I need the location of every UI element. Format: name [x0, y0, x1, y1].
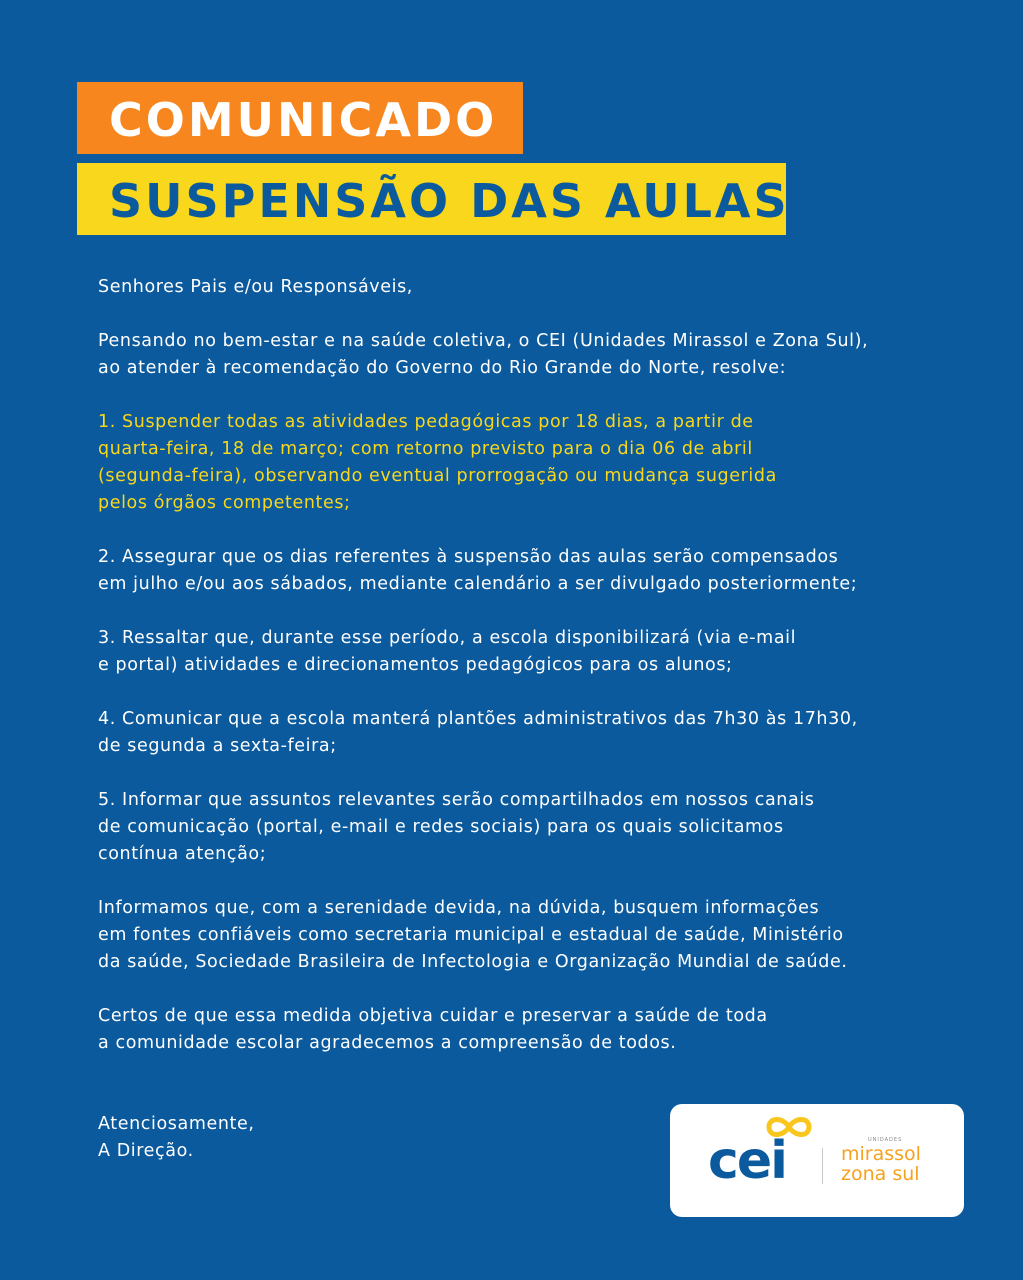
info-line: em fontes confiáveis como secretaria municipal e estadual de saúde, Ministério: [98, 925, 844, 945]
unit-mirassol: mirassol: [841, 1143, 921, 1165]
cei-brand: cei: [708, 1131, 786, 1191]
intro-line: Pensando no bem-estar e na saúde coletiva, o CEI (Unidades Mirassol e Zona Sul),: [98, 331, 869, 351]
cei-logo-card: [670, 1104, 964, 1217]
signoff-line: Atenciosamente,: [98, 1114, 255, 1134]
logo-divider: [822, 1148, 823, 1184]
info-line: da saúde, Sociedade Brasileira de Infectologia e Organização Mundial de saúde.: [98, 952, 848, 972]
closing-line: Certos de que essa medida objetiva cuidar e preservar a saúde de toda: [98, 1006, 768, 1026]
item-1-line: pelos órgãos competentes;: [98, 493, 351, 513]
intro-line: ao atender à recomendação do Governo do Rio Grande do Norte, resolve:: [98, 358, 787, 378]
item-4-line: de segunda a sexta-feira;: [98, 736, 337, 756]
unit-zona-sul: zona sul: [841, 1163, 920, 1185]
comunicado-banner: [77, 82, 523, 154]
item-5-line: de comunicação (portal, e-mail e redes sociais) para os quais solicitamos: [98, 817, 784, 837]
item-5-line: contínua atenção;: [98, 844, 267, 864]
suspensao-subtitle: SUSPENSÃO DAS AULAS: [109, 174, 790, 228]
item-3-line: 3. Ressaltar que, durante esse período, a escola disponibilizará (via e-mail: [98, 628, 797, 648]
suspensao-banner: [77, 163, 790, 235]
item-1-line: 1. Suspender todas as atividades pedagógicas por 18 dias, a partir de: [98, 412, 754, 432]
item-5-line: 5. Informar que assuntos relevantes serão compartilhados em nossos canais: [98, 790, 815, 810]
notice-body: [98, 274, 978, 1165]
item-2-line: em julho e/ou aos sábados, mediante calendário a ser divulgado posteriormente;: [98, 574, 858, 594]
closing-line: a comunidade escolar agradecemos a compreensão de todos.: [98, 1033, 677, 1053]
item-2-line: 2. Assegurar que os dias referentes à suspensão das aulas serão compensados: [98, 547, 839, 567]
units-label: UNIDADES: [868, 1137, 903, 1143]
signoff-line: A Direção.: [98, 1141, 194, 1161]
item-1-line: (segunda-feira), observando eventual prorrogação ou mudança sugerida: [98, 466, 777, 486]
greeting: Senhores Pais e/ou Responsáveis,: [98, 277, 413, 297]
item-1-line: quarta-feira, 18 de março; com retorno previsto para o dia 06 de abril: [98, 439, 753, 459]
item-3-line: e portal) atividades e direcionamentos pedagógicos para os alunos;: [98, 655, 733, 675]
info-line: Informamos que, com a serenidade devida, na dúvida, busquem informações: [98, 898, 820, 918]
comunicado-title: COMUNICADO: [109, 93, 498, 147]
item-4-line: 4. Comunicar que a escola manterá plantões administrativos das 7h30 às 17h30,: [98, 709, 858, 729]
